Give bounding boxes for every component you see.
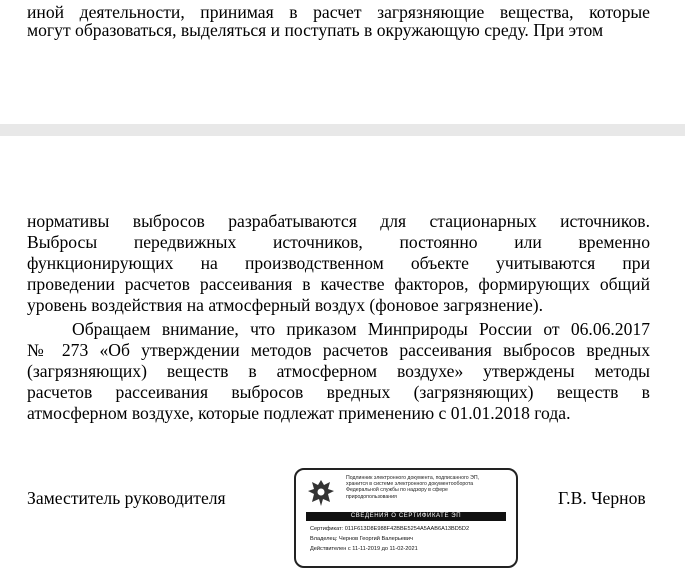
stamp-notice-line: хранится в системе электронного документооборота	[346, 481, 474, 488]
text-line: иной деятельности, принимая в расчет загрязняющие вещества, которые	[27, 2, 650, 22]
text-line: нормативы выбросов разрабатываются для стационарных источников.	[27, 211, 650, 231]
text-line: функционирующих на производственном объекте учитываются при	[27, 253, 650, 273]
electronic-signature-stamp	[294, 468, 518, 568]
coat-of-arms-icon	[304, 476, 338, 510]
text-line: могут образоваться, выделяться и поступать в окружающую среду. При этом	[27, 20, 604, 40]
stamp-notice	[346, 475, 510, 500]
text-line: расчетов рассеивания выбросов вредных (загрязняющих) веществ в	[27, 382, 650, 402]
text-line: Выбросы передвижных источников, постоянно или временно	[27, 232, 650, 252]
stamp-validity: Действителен с 11-11-2019 до 11-02-2021	[310, 546, 418, 552]
text-line: атмосферном воздухе, которые подлежат применению с 01.01.2018 года.	[27, 403, 571, 423]
stamp-header: СВЕДЕНИЯ О СЕРТИФИКАТЕ ЭП	[306, 512, 506, 521]
stamp-certificate: Сертификат: 011F613D8E988F42BBE5254A5AAB6A13BD5D2	[310, 526, 470, 532]
text-line: (загрязняющих) веществ в атмосферном воздухе» утверждены методы	[27, 361, 650, 381]
paragraph-first-line: Обращаем внимание, что приказом Минприроды России от 06.06.2017	[72, 319, 650, 339]
stamp-notice-line: природопользования	[346, 493, 397, 500]
signatory-position: Заместитель руководителя	[27, 488, 226, 508]
page-top-fragment	[0, 0, 685, 124]
stamp-owner: Владелец: Чернов Георгий Валерьевич	[310, 536, 413, 542]
page-separator	[0, 124, 685, 136]
text-line: уровень воздействия на атмосферный воздух (фоновое загрязнение).	[27, 295, 544, 315]
stamp-notice-line: Федеральной службы по надзору в сфере	[346, 487, 448, 494]
text-line: проведении расчетов рассеивания в качестве факторов, формирующих общий	[27, 274, 650, 294]
text-line: № 273 «Об утверждении методов расчетов рассеивания выбросов вредных	[27, 340, 650, 360]
stamp-notice-line: Подлинник электронного документа, подписанного ЭП,	[346, 475, 480, 481]
signatory-name: Г.В. Чернов	[558, 488, 646, 508]
